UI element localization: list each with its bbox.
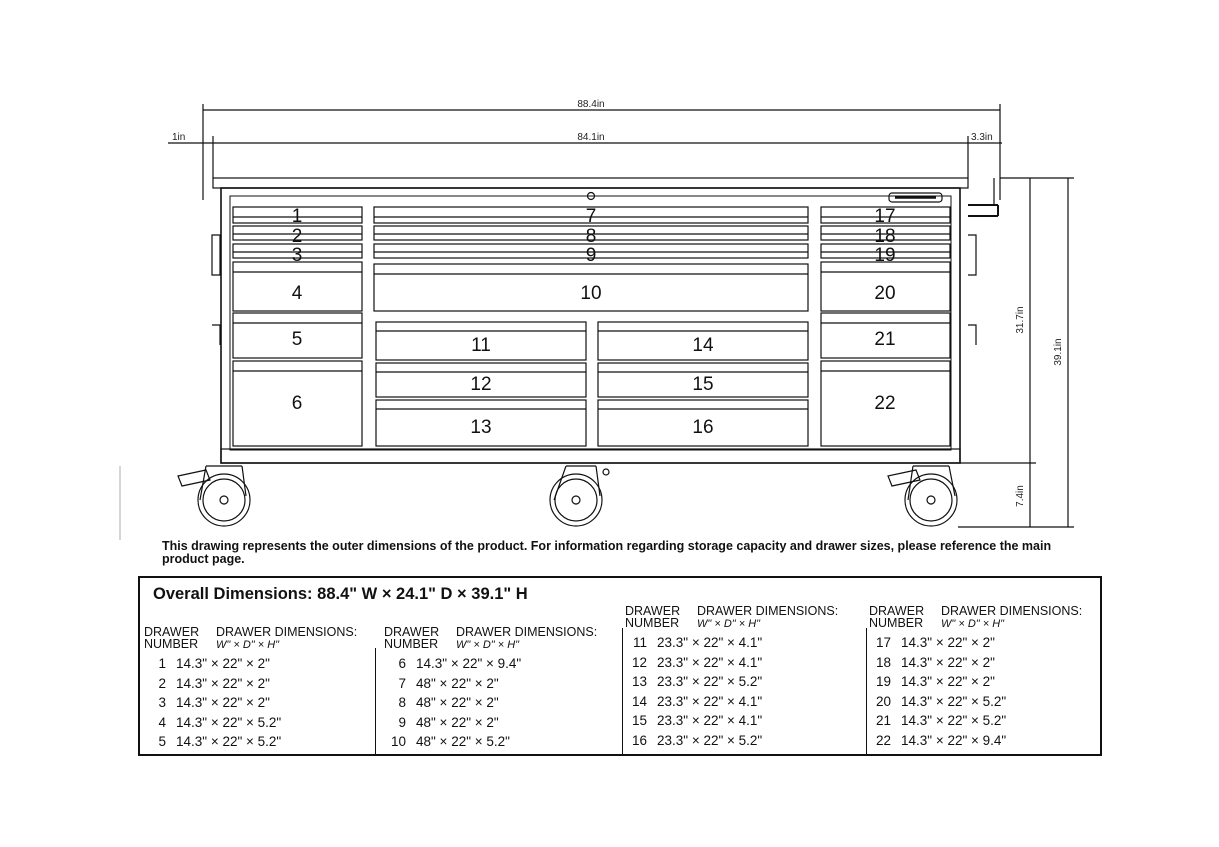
header-units: W" × D" × H" bbox=[216, 639, 280, 651]
header-drawer-number: DRAWER NUMBER bbox=[625, 604, 681, 630]
drawer-dimensions: 23.3" × 22" × 4.1" bbox=[657, 654, 763, 670]
drawer-dimensions: 48" × 22" × 2" bbox=[416, 675, 499, 691]
column-header bbox=[625, 605, 838, 630]
spec-row bbox=[144, 713, 357, 733]
drawer-label-15: 15 bbox=[692, 374, 714, 395]
drawer-number: 2 bbox=[158, 675, 166, 691]
spec-row bbox=[625, 711, 838, 731]
drawer-number: 1 bbox=[158, 656, 166, 671]
drawer-number: 13 bbox=[631, 674, 647, 689]
drawer-number: 6 bbox=[398, 656, 406, 671]
spec-row bbox=[384, 732, 597, 752]
spec-row bbox=[625, 672, 838, 692]
drawer-dimensions: 23.3" × 22" × 4.1" bbox=[657, 693, 763, 709]
drawer-number: 10 bbox=[390, 734, 406, 749]
spec-row bbox=[384, 693, 597, 713]
drawer-dimensions: 14.3" × 22" × 9.4" bbox=[416, 656, 522, 671]
label-left-overhang: 1in bbox=[172, 132, 186, 143]
drawer-label-5: 5 bbox=[291, 329, 303, 350]
drawer-dimensions: 14.3" × 22" × 2" bbox=[901, 654, 995, 670]
spec-row bbox=[384, 654, 597, 674]
spec-row bbox=[384, 713, 597, 733]
drawer-label-21: 21 bbox=[874, 329, 896, 350]
drawer-number: 20 bbox=[875, 693, 891, 709]
column-divider bbox=[622, 628, 623, 754]
drawer-dimensions: 14.3" × 22" × 9.4" bbox=[901, 732, 1007, 748]
drawer-number: 22 bbox=[875, 732, 891, 748]
drawer-label-20: 20 bbox=[874, 283, 896, 304]
label-cabinet-height: 31.7in bbox=[1015, 306, 1026, 334]
spec-row bbox=[384, 674, 597, 694]
drawer-number: 8 bbox=[398, 695, 406, 710]
drawer-dimensions: 14.3" × 22" × 5.2" bbox=[176, 714, 282, 730]
drawer-dimensions: 48" × 22" × 2" bbox=[416, 714, 499, 730]
work-surface bbox=[213, 178, 968, 188]
drawer-label-6: 6 bbox=[291, 393, 303, 414]
drawer-label-8: 8 bbox=[585, 226, 597, 247]
spec-rows bbox=[869, 633, 1082, 750]
spec-row bbox=[625, 692, 838, 712]
spec-rows bbox=[625, 633, 838, 750]
spec-row bbox=[625, 633, 838, 653]
drawer-label-9: 9 bbox=[585, 245, 597, 266]
spec-column-2 bbox=[384, 626, 597, 752]
label-total-height: 39.1in bbox=[1053, 338, 1064, 366]
label-caster-height: 7.4in bbox=[1015, 485, 1026, 507]
drawer-number: 21 bbox=[875, 713, 891, 728]
drawer-label-22: 22 bbox=[874, 393, 896, 414]
drawer-number: 5 bbox=[158, 734, 166, 749]
drawer-label-12: 12 bbox=[470, 374, 492, 395]
drawer-number: 17 bbox=[875, 635, 891, 650]
drawer-dimensions: 23.3" × 22" × 5.2" bbox=[657, 732, 763, 748]
drawer-dimensions: 23.3" × 22" × 5.2" bbox=[657, 674, 763, 689]
drawer-label-1: 1 bbox=[291, 206, 303, 227]
spec-row bbox=[144, 693, 357, 713]
label-overall-width: 88.4in bbox=[577, 99, 605, 110]
column-header bbox=[144, 626, 357, 651]
header-drawer-dimensions: DRAWER DIMENSIONS: bbox=[456, 625, 598, 639]
drawer-number: 12 bbox=[631, 654, 647, 670]
header-units: W" × D" × H" bbox=[697, 618, 761, 630]
drawer-label-13: 13 bbox=[470, 417, 492, 438]
drawer-dimensions: 48" × 22" × 5.2" bbox=[416, 734, 510, 749]
drawer-label-4: 4 bbox=[291, 283, 303, 304]
drawer-number: 4 bbox=[158, 714, 166, 730]
drawer-dimensions: 14.3" × 22" × 2" bbox=[901, 635, 995, 650]
side-handle-icon bbox=[968, 178, 998, 216]
header-drawer-dimensions: DRAWER DIMENSIONS: bbox=[216, 625, 358, 639]
drawer-dimensions: 23.3" × 22" × 4.1" bbox=[657, 713, 763, 728]
column-header bbox=[869, 605, 1082, 630]
spec-row bbox=[625, 653, 838, 673]
column-divider bbox=[375, 648, 376, 754]
drawer-label-2: 2 bbox=[291, 226, 303, 247]
spec-row bbox=[144, 674, 357, 694]
header-units: W" × D" × H" bbox=[456, 639, 520, 651]
column-divider bbox=[866, 628, 867, 754]
center-caster bbox=[550, 466, 609, 526]
spec-row bbox=[625, 731, 838, 751]
drawer-number: 14 bbox=[631, 693, 647, 709]
spec-rows bbox=[384, 654, 597, 752]
spec-row bbox=[869, 731, 1082, 751]
spec-row bbox=[144, 654, 357, 674]
drawer-number: 18 bbox=[875, 654, 891, 670]
column-header bbox=[384, 626, 597, 651]
drawer-number: 11 bbox=[632, 635, 647, 650]
drawer-dimensions: 23.3" × 22" × 4.1" bbox=[657, 635, 763, 650]
header-drawer-number: DRAWER NUMBER bbox=[384, 625, 440, 651]
right-caster bbox=[888, 466, 957, 526]
drawer-label-10: 10 bbox=[580, 283, 602, 304]
drawer-dimensions: 14.3" × 22" × 5.2" bbox=[901, 713, 1007, 728]
drawer-number: 15 bbox=[631, 713, 647, 728]
drawer-label-19: 19 bbox=[874, 245, 896, 266]
drawer-dimensions: 48" × 22" × 2" bbox=[416, 695, 499, 710]
drawer-label-14: 14 bbox=[692, 335, 714, 356]
header-drawer-number: DRAWER NUMBER bbox=[869, 604, 925, 630]
drawer-dimensions: 14.3" × 22" × 2" bbox=[176, 695, 270, 710]
spec-row bbox=[869, 711, 1082, 731]
header-drawer-number: DRAWER NUMBER bbox=[144, 625, 200, 651]
drawer-number: 16 bbox=[631, 732, 647, 748]
drawer-label-17: 17 bbox=[874, 206, 896, 227]
drawer-dimensions: 14.3" × 22" × 2" bbox=[176, 675, 270, 691]
header-units: W" × D" × H" bbox=[941, 618, 1005, 630]
spec-row bbox=[869, 672, 1082, 692]
spec-row bbox=[869, 653, 1082, 673]
overall-dimensions-title: Overall Dimensions: 88.4" W × 24.1" D × 39.1" H bbox=[153, 585, 528, 603]
spec-row bbox=[869, 633, 1082, 653]
drawer-label-16: 16 bbox=[692, 417, 714, 438]
spec-row bbox=[869, 692, 1082, 712]
drawer-number: 19 bbox=[875, 674, 891, 689]
drawer-number: 3 bbox=[158, 695, 166, 710]
header-drawer-dimensions: DRAWER DIMENSIONS: bbox=[697, 604, 839, 618]
drawer-number: 7 bbox=[398, 675, 406, 691]
drawer-dimensions: 14.3" × 22" × 5.2" bbox=[176, 734, 282, 749]
spec-column-1 bbox=[144, 626, 357, 752]
drawer-dimensions: 14.3" × 22" × 5.2" bbox=[901, 693, 1007, 709]
drawer-label-18: 18 bbox=[874, 226, 896, 247]
spec-column-3 bbox=[625, 605, 838, 750]
drawer-number: 9 bbox=[398, 714, 406, 730]
spec-rows bbox=[144, 654, 357, 752]
drawer-dimensions: 14.3" × 22" × 2" bbox=[901, 674, 995, 689]
drawer-label-7: 7 bbox=[585, 206, 597, 227]
header-drawer-dimensions: DRAWER DIMENSIONS: bbox=[941, 604, 1083, 618]
spec-column-4 bbox=[869, 605, 1082, 750]
drawer-label-11: 11 bbox=[471, 335, 491, 356]
left-caster bbox=[178, 466, 250, 526]
drawer-dimensions: 14.3" × 22" × 2" bbox=[176, 656, 270, 671]
spec-row bbox=[144, 732, 357, 752]
label-cabinet-width: 84.1in bbox=[577, 132, 605, 143]
dimensions-spec-table bbox=[138, 576, 1102, 756]
drawer-label-3: 3 bbox=[291, 245, 303, 266]
label-handle-depth: 3.3in bbox=[971, 132, 993, 143]
disclaimer-note: This drawing represents the outer dimensions of the product. For information regarding storage capacity and drawer sizes, please reference the main product page. bbox=[162, 539, 1052, 566]
